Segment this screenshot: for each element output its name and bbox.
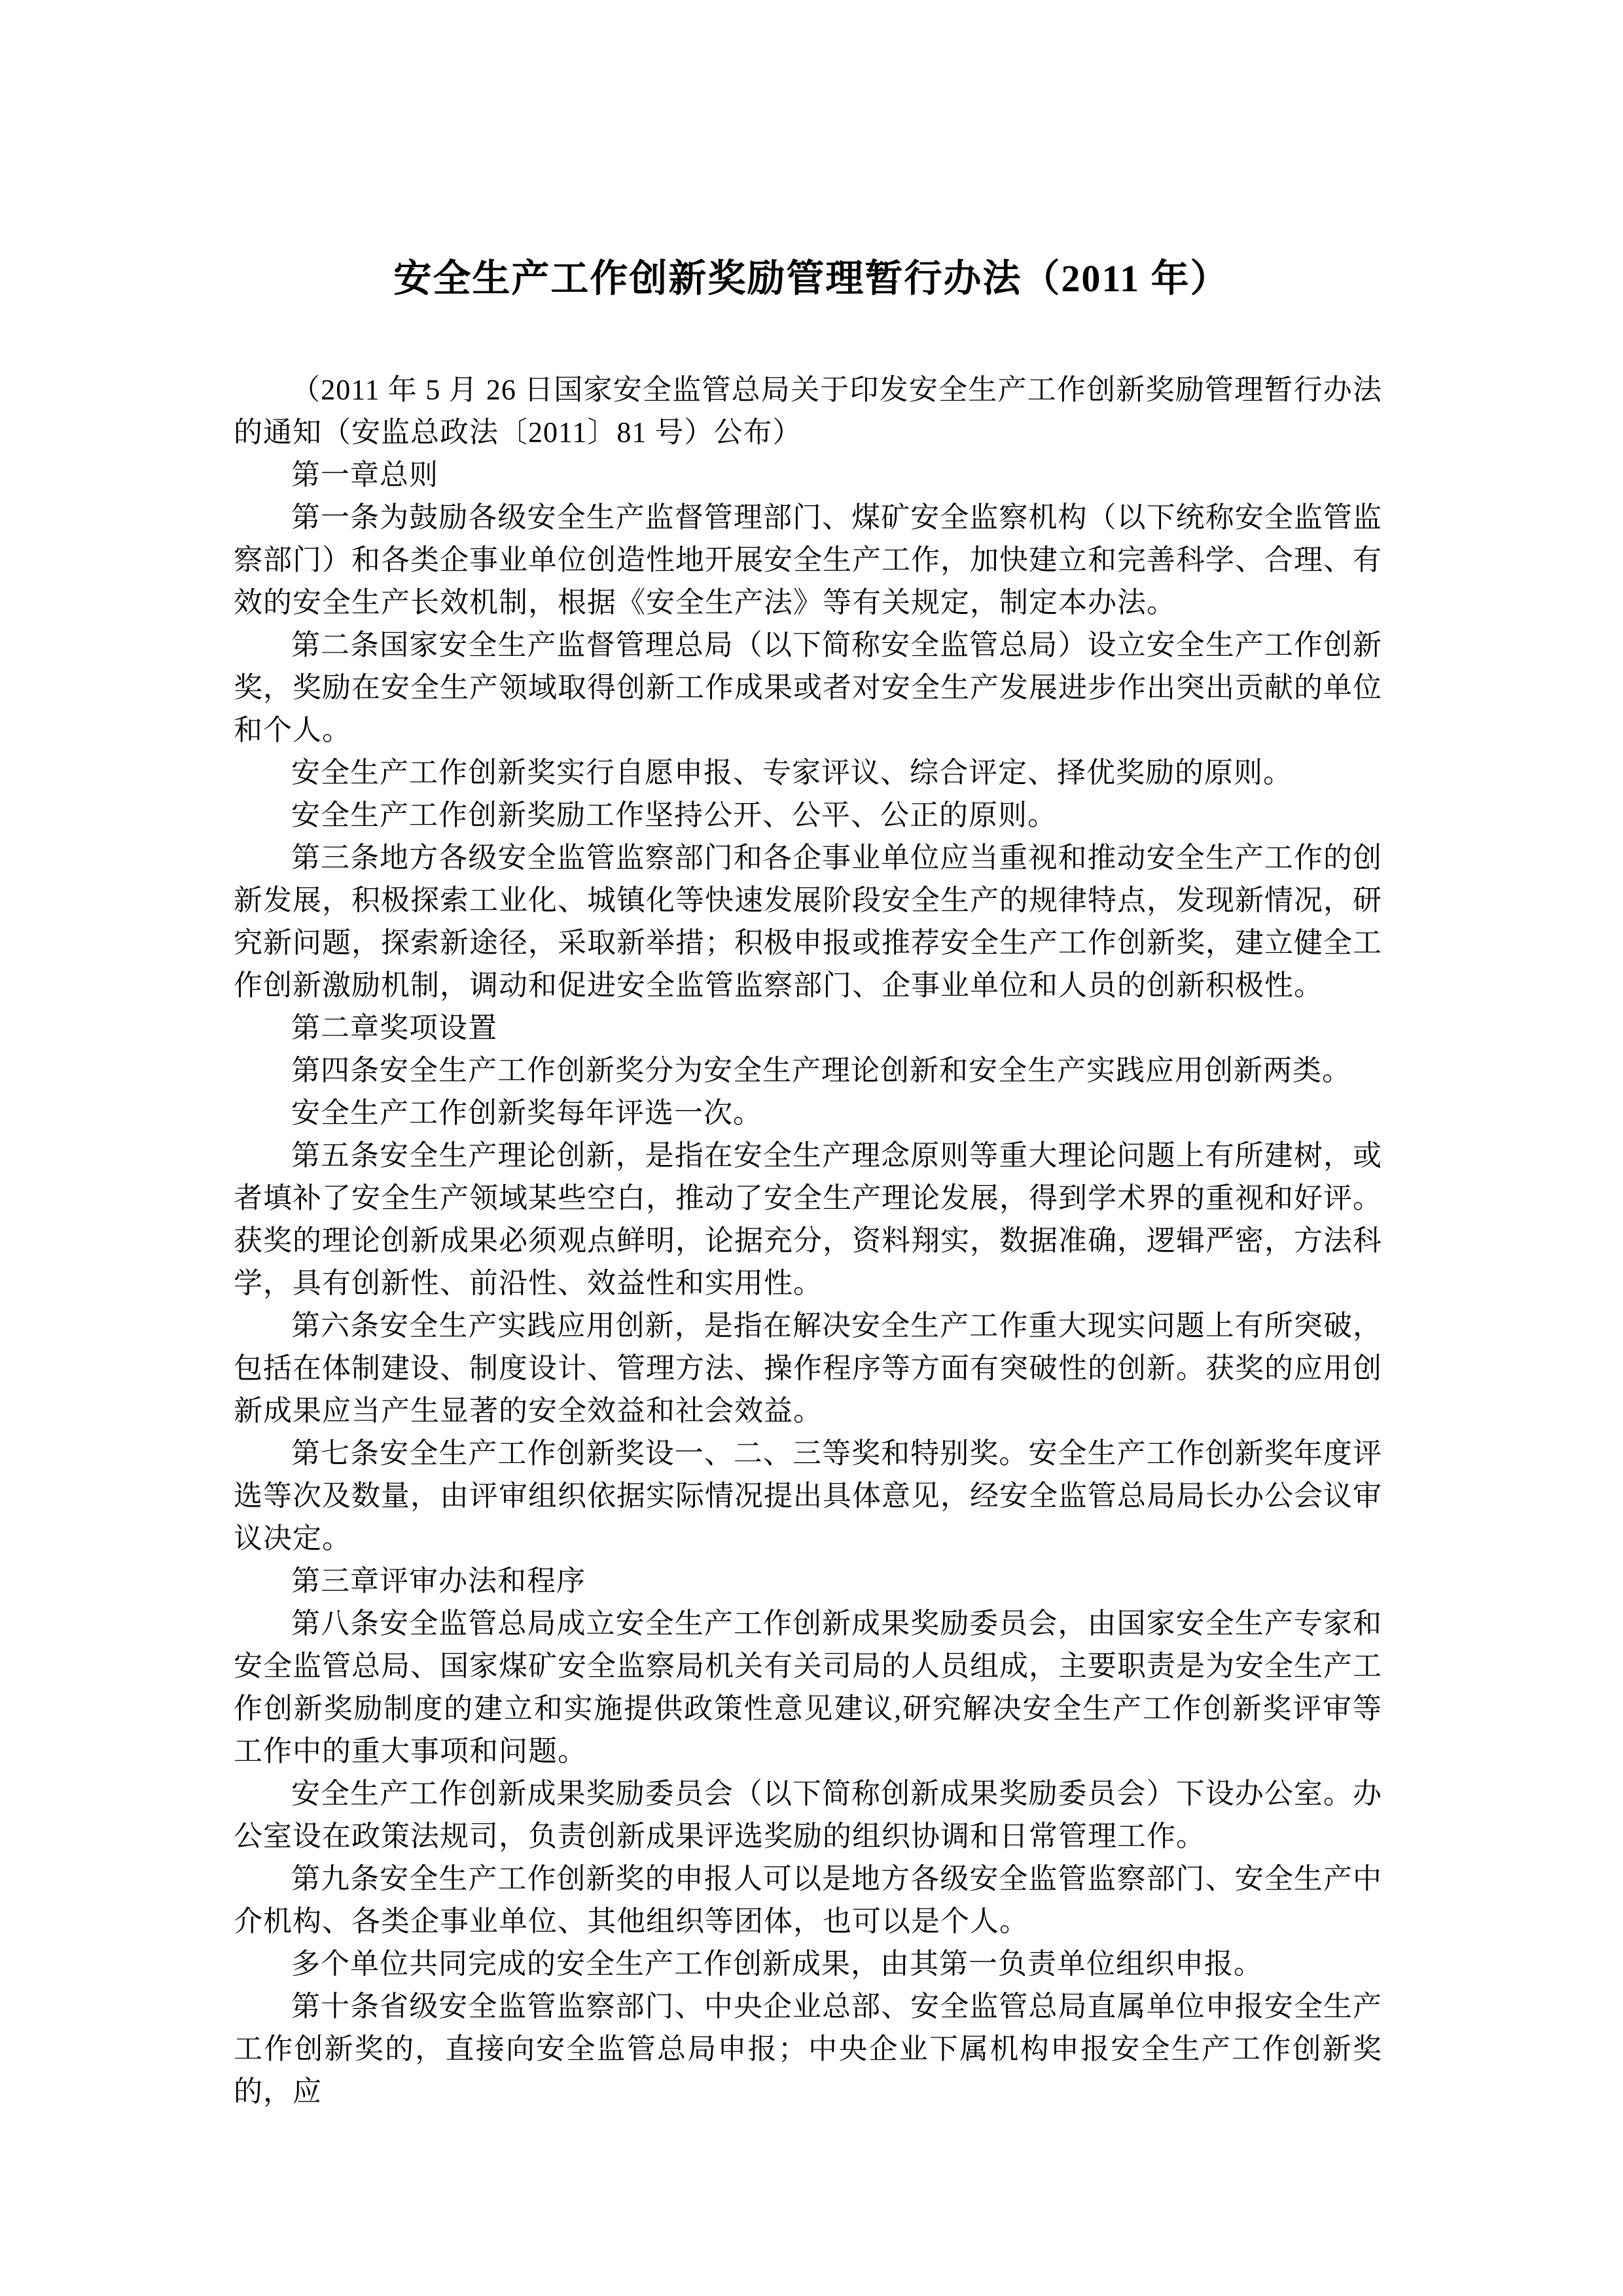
article-5: 第五条安全生产理论创新，是指在安全生产理念原则等重大理论问题上有所建树，或者填补了安全生产领域某些空白，推动了安全生产理论发展，得到学术界的重视和好评。获奖的理论创新成果必须观点鲜明，论据充分，资料翔实，数据准确，逻辑严密，方法科学，具有创新性、前沿性、效益性和实用性。 <box>234 1139 1382 1299</box>
document-title: 安全生产工作创新奖励管理暂行办法（2011 年） <box>393 257 1230 300</box>
article-8: 第八条安全监管总局成立安全生产工作创新成果奖励委员会，由国家安全生产专家和安全监管总局、国家煤矿安全监察局机关有关司局的人员组成，主要职责是为安全生产工作创新奖励制度的建立和实施提供政策性意见建议,研究解决安全生产工作创新奖评审等工作中的重大事项和问题。 <box>234 1607 1382 1767</box>
chapter-heading-3: 第三章评审办法和程序 <box>291 1565 586 1597</box>
article-3: 第三条地方各级安全监管监察部门和各企事业单位应当重视和推动安全生产工作的创新发展，积极探索工业化、城镇化等快速发展阶段安全生产的规律特点，发现新情况，研究新问题，探索新途径，采取新举措；积极申报或推荐安全生产工作创新奖，建立健全工作创新激励机制，调动和促进安全监管监察部门、企事业单位和人员的创新积极性。 <box>234 842 1382 1001</box>
article-8-para-2: 安全生产工作创新成果奖励委员会（以下简称创新成果奖励委员会）下设办公室。办公室设在政策法规司，负责创新成果评选奖励的组织协调和日常管理工作。 <box>234 1778 1382 1852</box>
article-9-para-2: 多个单位共同完成的安全生产工作创新成果，由其第一负责单位组织申报。 <box>291 1948 1263 1980</box>
article-2-para-2: 安全生产工作创新奖实行自愿申报、专家评议、综合评定、择优奖励的原则。 <box>291 757 1293 789</box>
article-6: 第六条安全生产实践应用创新，是指在解决安全生产工作重大现实问题上有所突破，包括在体制建设、制度设计、管理方法、操作程序等方面有突破性的创新。获奖的应用创新成果应当产生显著的安全效益和社会效益。 <box>234 1310 1382 1427</box>
document-body <box>234 368 1382 2113</box>
article-4-para-2: 安全生产工作创新奖每年评选一次。 <box>291 1097 762 1129</box>
article-9: 第九条安全生产工作创新奖的申报人可以是地方各级安全监管监察部门、安全生产中介机构、各类企事业单位、其他组织等团体，也可以是个人。 <box>234 1863 1382 1937</box>
chapter-heading-2: 第二章奖项设置 <box>291 1012 497 1044</box>
article-7: 第七条安全生产工作创新奖设一、二、三等奖和特别奖。安全生产工作创新奖年度评选等次及数量，由评审组织依据实际情况提出具体意见，经安全监管总局局长办公会议审议决定。 <box>234 1437 1382 1554</box>
article-1: 第一条为鼓励各级安全生产监督管理部门、煤矿安全监察机构（以下统称安全监管监察部门）和各类企事业单位创造性地开展安全生产工作，加快建立和完善科学、合理、有效的安全生产长效机制，根据《安全生产法》等有关规定，制定本办法。 <box>234 501 1382 619</box>
article-2: 第二条国家安全生产监督管理总局（以下简称安全监管总局）设立安全生产工作创新奖，奖励在安全生产领域取得创新工作成果或者对安全生产发展进步作出突出贡献的单位和个人。 <box>234 629 1382 746</box>
intro-paragraph: （2011 年 5 月 26 日国家安全监管总局关于印发安全生产工作创新奖励管理暂行办法的通知（安监总政法〔2011〕81 号）公布） <box>234 374 1382 448</box>
chapter-heading-1: 第一章总则 <box>291 459 438 491</box>
article-10: 第十条省级安全监管监察部门、中央企业总部、安全监管总局直属单位申报安全生产工作创新奖的，直接向安全监管总局申报；中央企业下属机构申报安全生产工作创新奖的，应 <box>234 1990 1382 2108</box>
article-2-para-3: 安全生产工作创新奖励工作坚持公开、公平、公正的原则。 <box>291 799 1057 831</box>
article-4: 第四条安全生产工作创新奖分为安全生产理论创新和安全生产实践应用创新两类。 <box>291 1054 1351 1086</box>
